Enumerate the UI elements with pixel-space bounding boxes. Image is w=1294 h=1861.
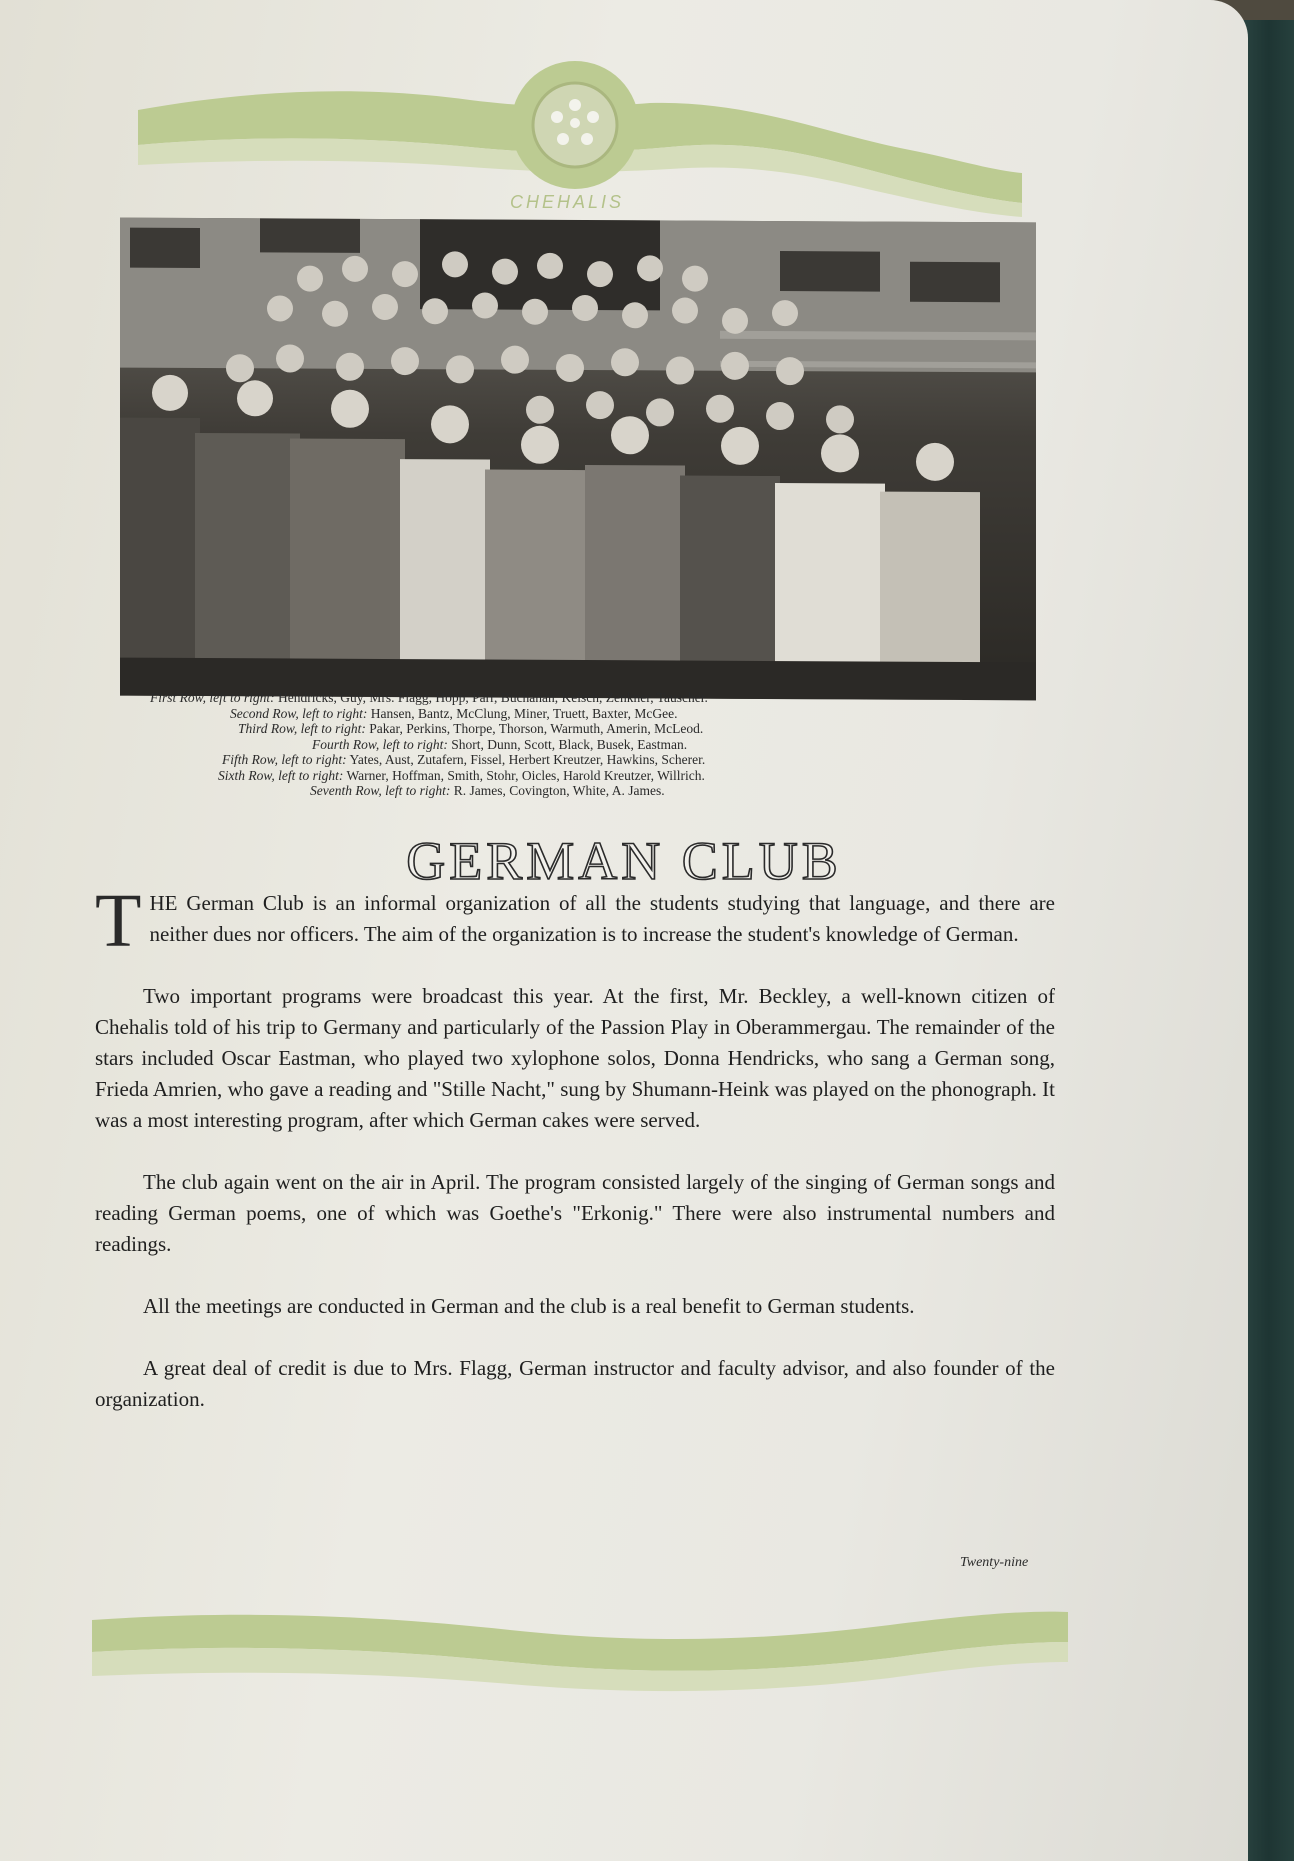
caption-row: Sixth Row, left to right: Warner, Hoffman, Smith, Stohr, Oicles, Harold Kreutzer, Willrich.: [218, 767, 705, 783]
paragraph-2: Two important programs were broadcast this year. At the first, Mr. Beckley, a well-known citizen of Chehalis told of his trip to Germany and particularly of the Passion Play in Oberammergau. The remainder of the stars included Oscar Eastman, who played two xylophone solos, Donna Hendricks, who sang a German song, Frieda Amrien, who gave a reading and "Stille Nacht," sung by Shumann-Heink was played on the phonograph. It was a most interesting program, after which German cakes were served.: [95, 984, 1055, 1132]
emblem-text: CHEHALIS: [510, 192, 625, 212]
caption-row: First Row, left to right: Hendricks, Guy, Mrs. Flagg, Hopp, Parr, Buchanan, Kelsch, Zenkner, Tauscher.: [150, 690, 708, 705]
drop-cap: T: [95, 879, 142, 963]
caption-row: Third Row, left to right: Pakar, Perkins, Thorpe, Thorson, Warmuth, Amerin, McLeod.: [238, 721, 704, 736]
photo-caption: [150, 690, 1030, 799]
paragraph-1: THE German Club is an informal organization of all the students studying that language, and there are neither dues nor officers. The aim of the organization is to increase the student's knowledge of German.: [95, 879, 1055, 963]
paragraph-3: The club again went on the air in April. The program consisted largely of the singing of German songs and reading German poems, one of which was Goethe's "Erkonig." There were also instrumental numbers and readings.: [95, 1170, 1055, 1256]
paragraph-4: All the meetings are conducted in German and the club is a real benefit to German students.: [143, 1294, 915, 1318]
caption-row: Fifth Row, left to right: Yates, Aust, Zutafern, Fissel, Herbert Kreutzer, Hawkins, Scherer.: [222, 752, 706, 767]
caption-row: Second Row, left to right: Hansen, Bantz, McClung, Miner, Truett, Baxter, McGee.: [230, 705, 678, 721]
caption-row: Fourth Row, left to right: Short, Dunn, Scott, Black, Busek, Eastman.: [312, 736, 688, 752]
page-title: GERMAN CLUB: [406, 831, 842, 891]
caption-row: Seventh Row, left to right: R. James, Covington, White, A. James.: [310, 783, 665, 798]
bottom-wave-band: [90, 1600, 1070, 1720]
group-photo: [120, 218, 1036, 701]
paragraph-5: A great deal of credit is due to Mrs. Flagg, German instructor and faculty advisor, and also founder of the organization.: [95, 1356, 1055, 1411]
page-number: Twenty-nine: [960, 1555, 1029, 1570]
article-body: [95, 879, 1055, 1446]
